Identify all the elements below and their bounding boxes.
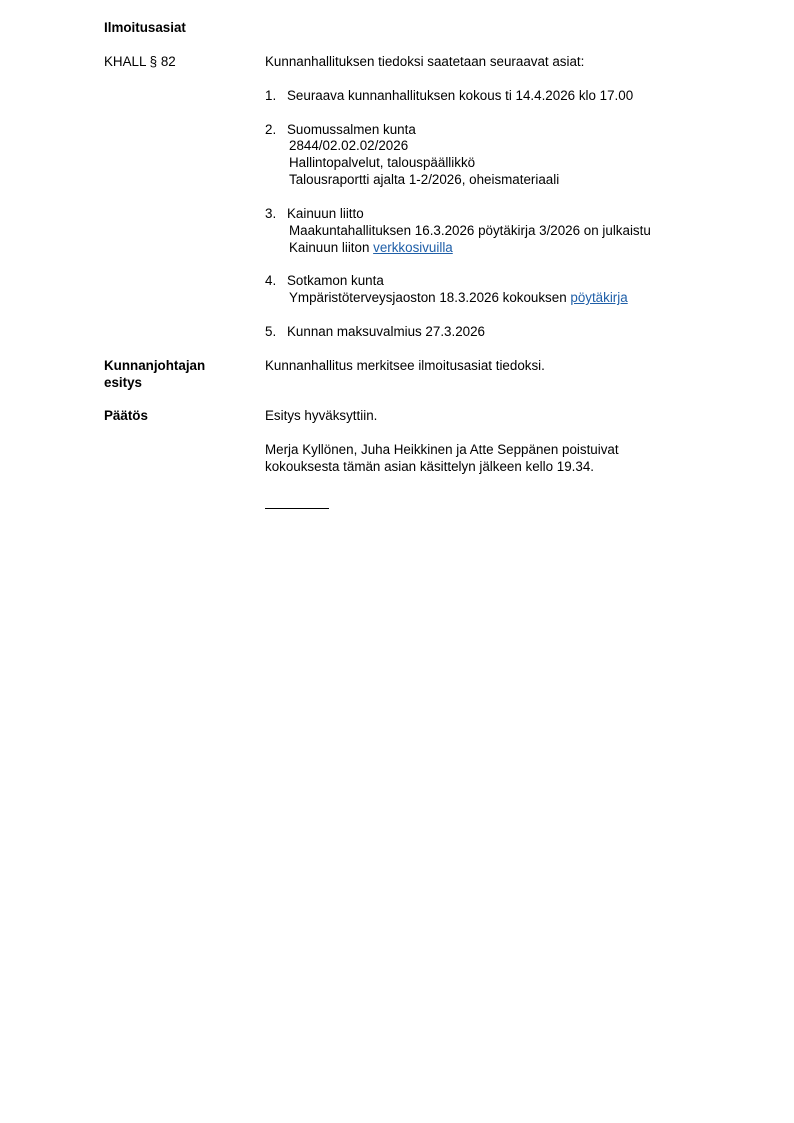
decision-note-line2: kokouksesta tämän asian käsittelyn jälkeen kello 19.34. [265,459,595,474]
list-item-text: Kainuun liitto [287,206,364,221]
list-item-number: 4. [265,273,277,288]
list-item-text: Seuraava kunnanhallituksen kokous ti 14.4.2026 klo 17.00 [287,88,634,103]
list-item-number: 3. [265,206,277,221]
decision-text: Esitys hyväksyttiin. [265,408,378,423]
list-item-text: Sotkamon kunta [287,273,384,288]
list-item-line [289,289,628,306]
proposal-label: Kunnanjohtajan [104,358,206,373]
list-item-number: 5. [265,324,277,339]
list-item-line: Talousraportti ajalta 1-2/2026, oheismateriaali [289,172,560,187]
list-item-number: 1. [265,88,277,103]
decision-label: Päätös [104,408,148,423]
link-prefix-text: Ympäristöterveysjaoston 18.3.2026 kokouksen [289,290,571,305]
section-intro: Kunnanhallituksen tiedoksi saatetaan seuraavat asiat: [265,54,585,69]
proposal-label-line2: esitys [104,375,142,390]
end-rule [265,508,329,509]
section-reference: KHALL § 82 [104,54,176,69]
list-item-text: Suomussalmen kunta [287,122,416,137]
minutes-link[interactable]: pöytäkirja [570,290,628,305]
proposal-text: Kunnanhallitus merkitsee ilmoitusasiat tiedoksi. [265,358,545,373]
list-item-text: Kunnan maksuvalmius 27.3.2026 [287,324,486,339]
list-item-line: Maakuntahallituksen 16.3.2026 pöytäkirja 3/2026 on julkaistu [289,223,651,238]
decision-note: Merja Kyllönen, Juha Heikkinen ja Atte Seppänen poistuivat [265,442,619,457]
website-link[interactable]: verkkosivuilla [373,240,453,255]
list-item-line [289,239,453,256]
document-heading: Ilmoitusasiat [104,20,186,35]
list-item-line: Hallintopalvelut, talouspäällikkö [289,155,476,170]
list-item-line: 2844/02.02.02/2026 [289,138,409,153]
list-item-number: 2. [265,122,277,137]
link-prefix-text: Kainuun liiton [289,240,374,255]
